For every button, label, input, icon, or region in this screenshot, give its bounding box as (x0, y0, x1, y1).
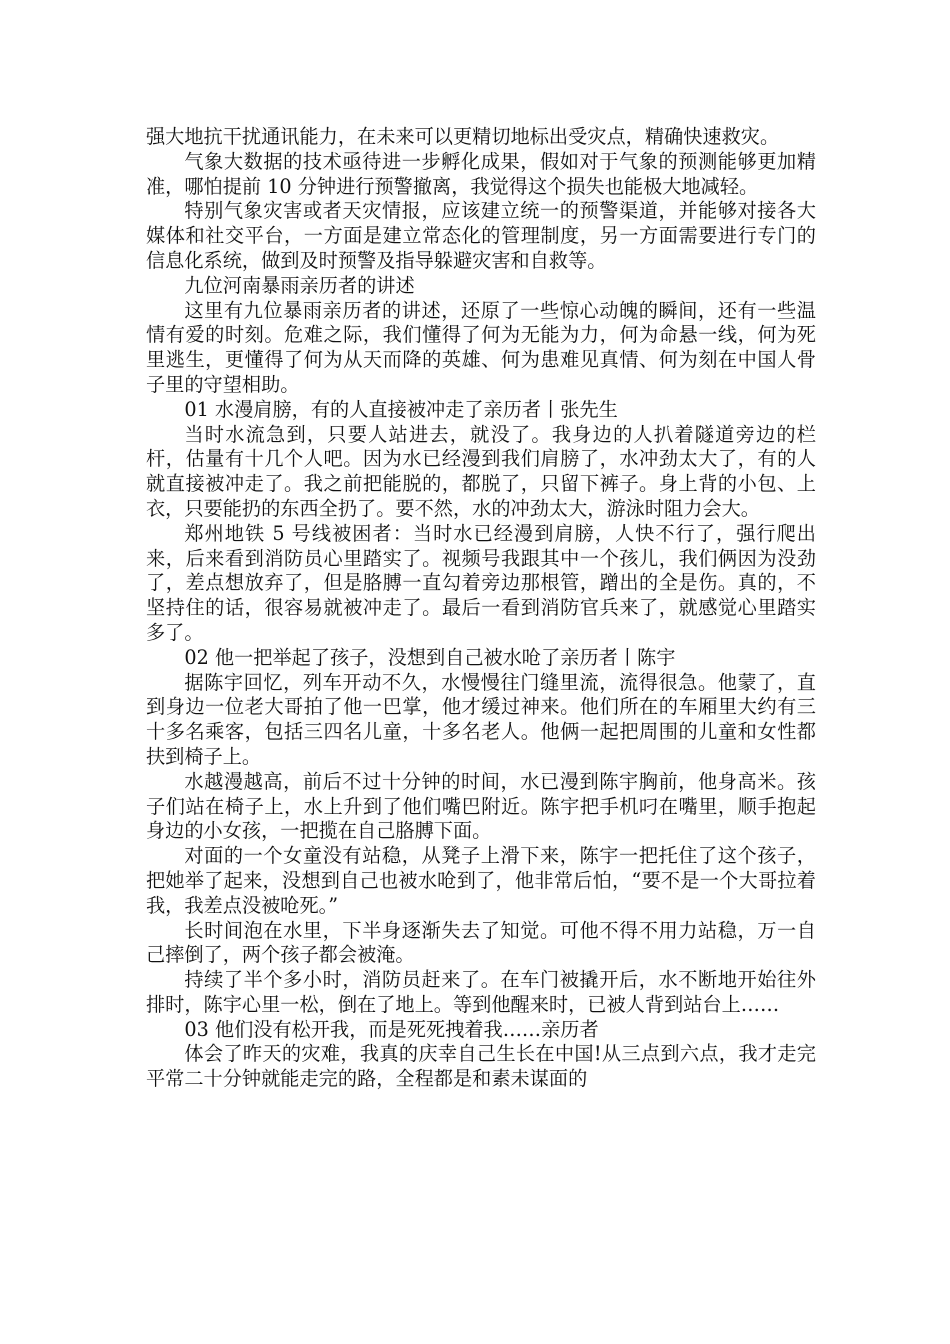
paragraph-7: 当时水流急到，只要人站进去，就没了。我身边的人扒着隧道旁边的栏杆，估量有十几个人吧。因为水已经漫到我们肩膀了，水冲劲太大了，有的人就直接被冲走了。我之前把能脱的，都脱了，只留下裤子。身上背的小包、上衣，只要能扔的东西全扔了。要不然，水的冲劲太大，游泳时阻力会大。 (146, 422, 816, 520)
paragraph-3: 特别气象灾害或者天灾情报，应该建立统一的预警渠道，并能够对接各大媒体和社交平台，一方面是建立常态化的管理制度，另一方面需要进行专门的信息化系统，做到及时预警及指导躲避灾害和自救等。 (146, 199, 816, 272)
story-heading-01: 01 水漫肩膀，有的人直接被冲走了亲历者丨张先生 (184, 397, 618, 421)
paragraph-5: 这里有九位暴雨亲历者的讲述，还原了一些惊心动魄的瞬间，还有一些温情有爱的时刻。危难之际，我们懂得了何为无能为力，何为命悬一线，何为死里逃生，更懂得了何为从天而降的英雄、何为患难见真情、何为刻在中国人骨子里的守望相助。 (146, 298, 816, 396)
paragraph-10: 据陈宇回忆，列车开动不久，水慢慢往门缝里流，流得很急。他蒙了，直到身边一位老大哥拍了他一巴掌，他才缓过神来。他们所在的车厢里大约有三十多名乘客，包括三四名儿童，十多名老人。他俩一起把周围的儿童和女性都扶到椅子上。 (146, 670, 816, 768)
paragraph-16: 体会了昨天的灾难，我真的庆幸自己生长在中国!从三点到六点，我才走完平常二十分钟就能走完的路，全程都是和素未谋面的 (146, 1042, 816, 1091)
paragraph-2: 气象大数据的技术亟待进一步孵化成果，假如对于气象的预测能够更加精准，哪怕提前 10 分钟进行预警撤离，我觉得这个损失也能极大地减轻。 (146, 149, 816, 198)
paragraph-11: 水越漫越高，前后不过十分钟的时间，水已漫到陈宇胸前，他身高米。孩子们站在椅子上，水上升到了他们嘴巴附近。陈宇把手机叼在嘴里，顺手抱起身边的小女孩，一把揽在自己胳膊下面。 (146, 769, 816, 843)
story-heading-02: 02 他一把举起了孩子，没想到自己被水呛了亲历者丨陈宇 (184, 645, 676, 669)
section-heading: 九位河南暴雨亲历者的讲述 (184, 273, 415, 297)
article-body (146, 125, 816, 1092)
paragraph-12: 对面的一个女童没有站稳，从凳子上滑下来，陈宇一把托住了这个孩子，把她举了起来，没想到自己也被水呛到了，他非常后怕，“要不是一个大哥拉着我，我差点没被呛死。” (146, 844, 816, 917)
paragraph-1: 强大地抗干扰通讯能力，在未来可以更精切地标出受灾点，精确快速救灾。 (146, 125, 780, 148)
paragraph-8: 郑州地铁 5 号线被困者：当时水已经漫到肩膀，人快不行了，强行爬出来，后来看到消防员心里踏实了。视频号我跟其中一个孩儿，我们俩因为没劲了，差点想放弃了，但是胳膊一直勾着旁边那根管，蹭出的全是伤。真的，不坚持住的话，很容易就被冲走了。最后一看到消防官兵来了，就感觉心里踏实多了。 (146, 521, 816, 644)
story-heading-03: 03 他们没有松开我，而是死死拽着我……亲历者 (184, 1017, 599, 1041)
paragraph-13: 长时间泡在水里，下半身逐渐失去了知觉。可他不得不用力站稳，万一自己摔倒了，两个孩子都会被淹。 (146, 918, 816, 967)
paragraph-14: 持续了半个多小时，消防员赶来了。在车门被撬开后，水不断地开始往外排时，陈宇心里一松，倒在了地上。等到他醒来时，已被人背到站台上…… (146, 968, 816, 1016)
